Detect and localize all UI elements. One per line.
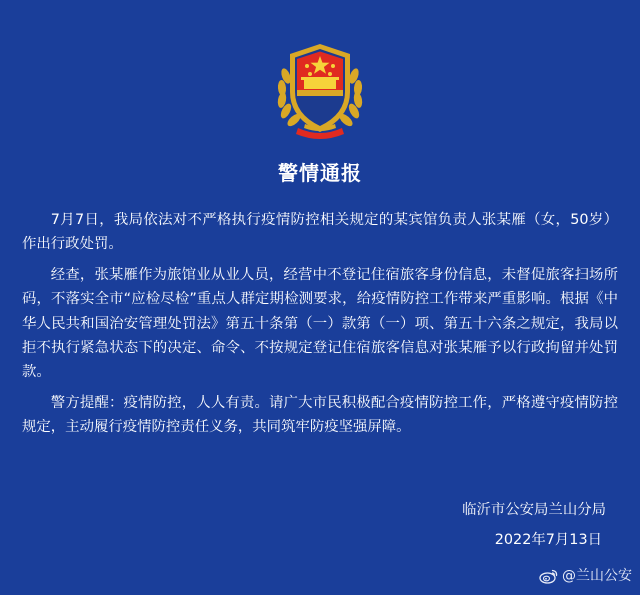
- notice-body: [22, 208, 618, 446]
- police-emblem-icon: [270, 40, 370, 142]
- notice-title: 警情通报: [278, 161, 362, 185]
- watermark-text: @兰山公安: [562, 568, 632, 584]
- notice-paragraph: 警方提醒：疫情防控，人人有责。请广大市民积极配合疫情防控工作，严格遵守疫情防控规定，主动履行疫情防控责任义务，共同筑牢防疫坚强屏障。: [22, 394, 618, 436]
- weibo-icon: [539, 568, 559, 584]
- notice-paragraph: 经查，张某雁作为旅馆业从业人员，经营中不登记住宿旅客身份信息，未督促旅客扫场所码，不落实全市“应检尽检”重点人群定期检测要求，给疫情防控工作带来严重影响。根据《中华人民共和国治安管理处罚法》第五十条第（一）款第（一）项、第五十六条之规定，我局以拒不执行紧急状态下的决定、命令、不按规定登记住宿旅客信息对张某雁予以行政拘留并处罚款。: [22, 266, 618, 381]
- notice-paragraph: 7月7日，我局依法对不严格执行疫情防控相关规定的某宾馆负责人张某雁（女，50岁）作出行政处罚。: [22, 212, 618, 253]
- signature-org: 临沂市公安局兰山分局: [462, 502, 606, 518]
- weibo-watermark: [539, 566, 632, 586]
- signature-date: 2022年7月13日: [494, 532, 602, 548]
